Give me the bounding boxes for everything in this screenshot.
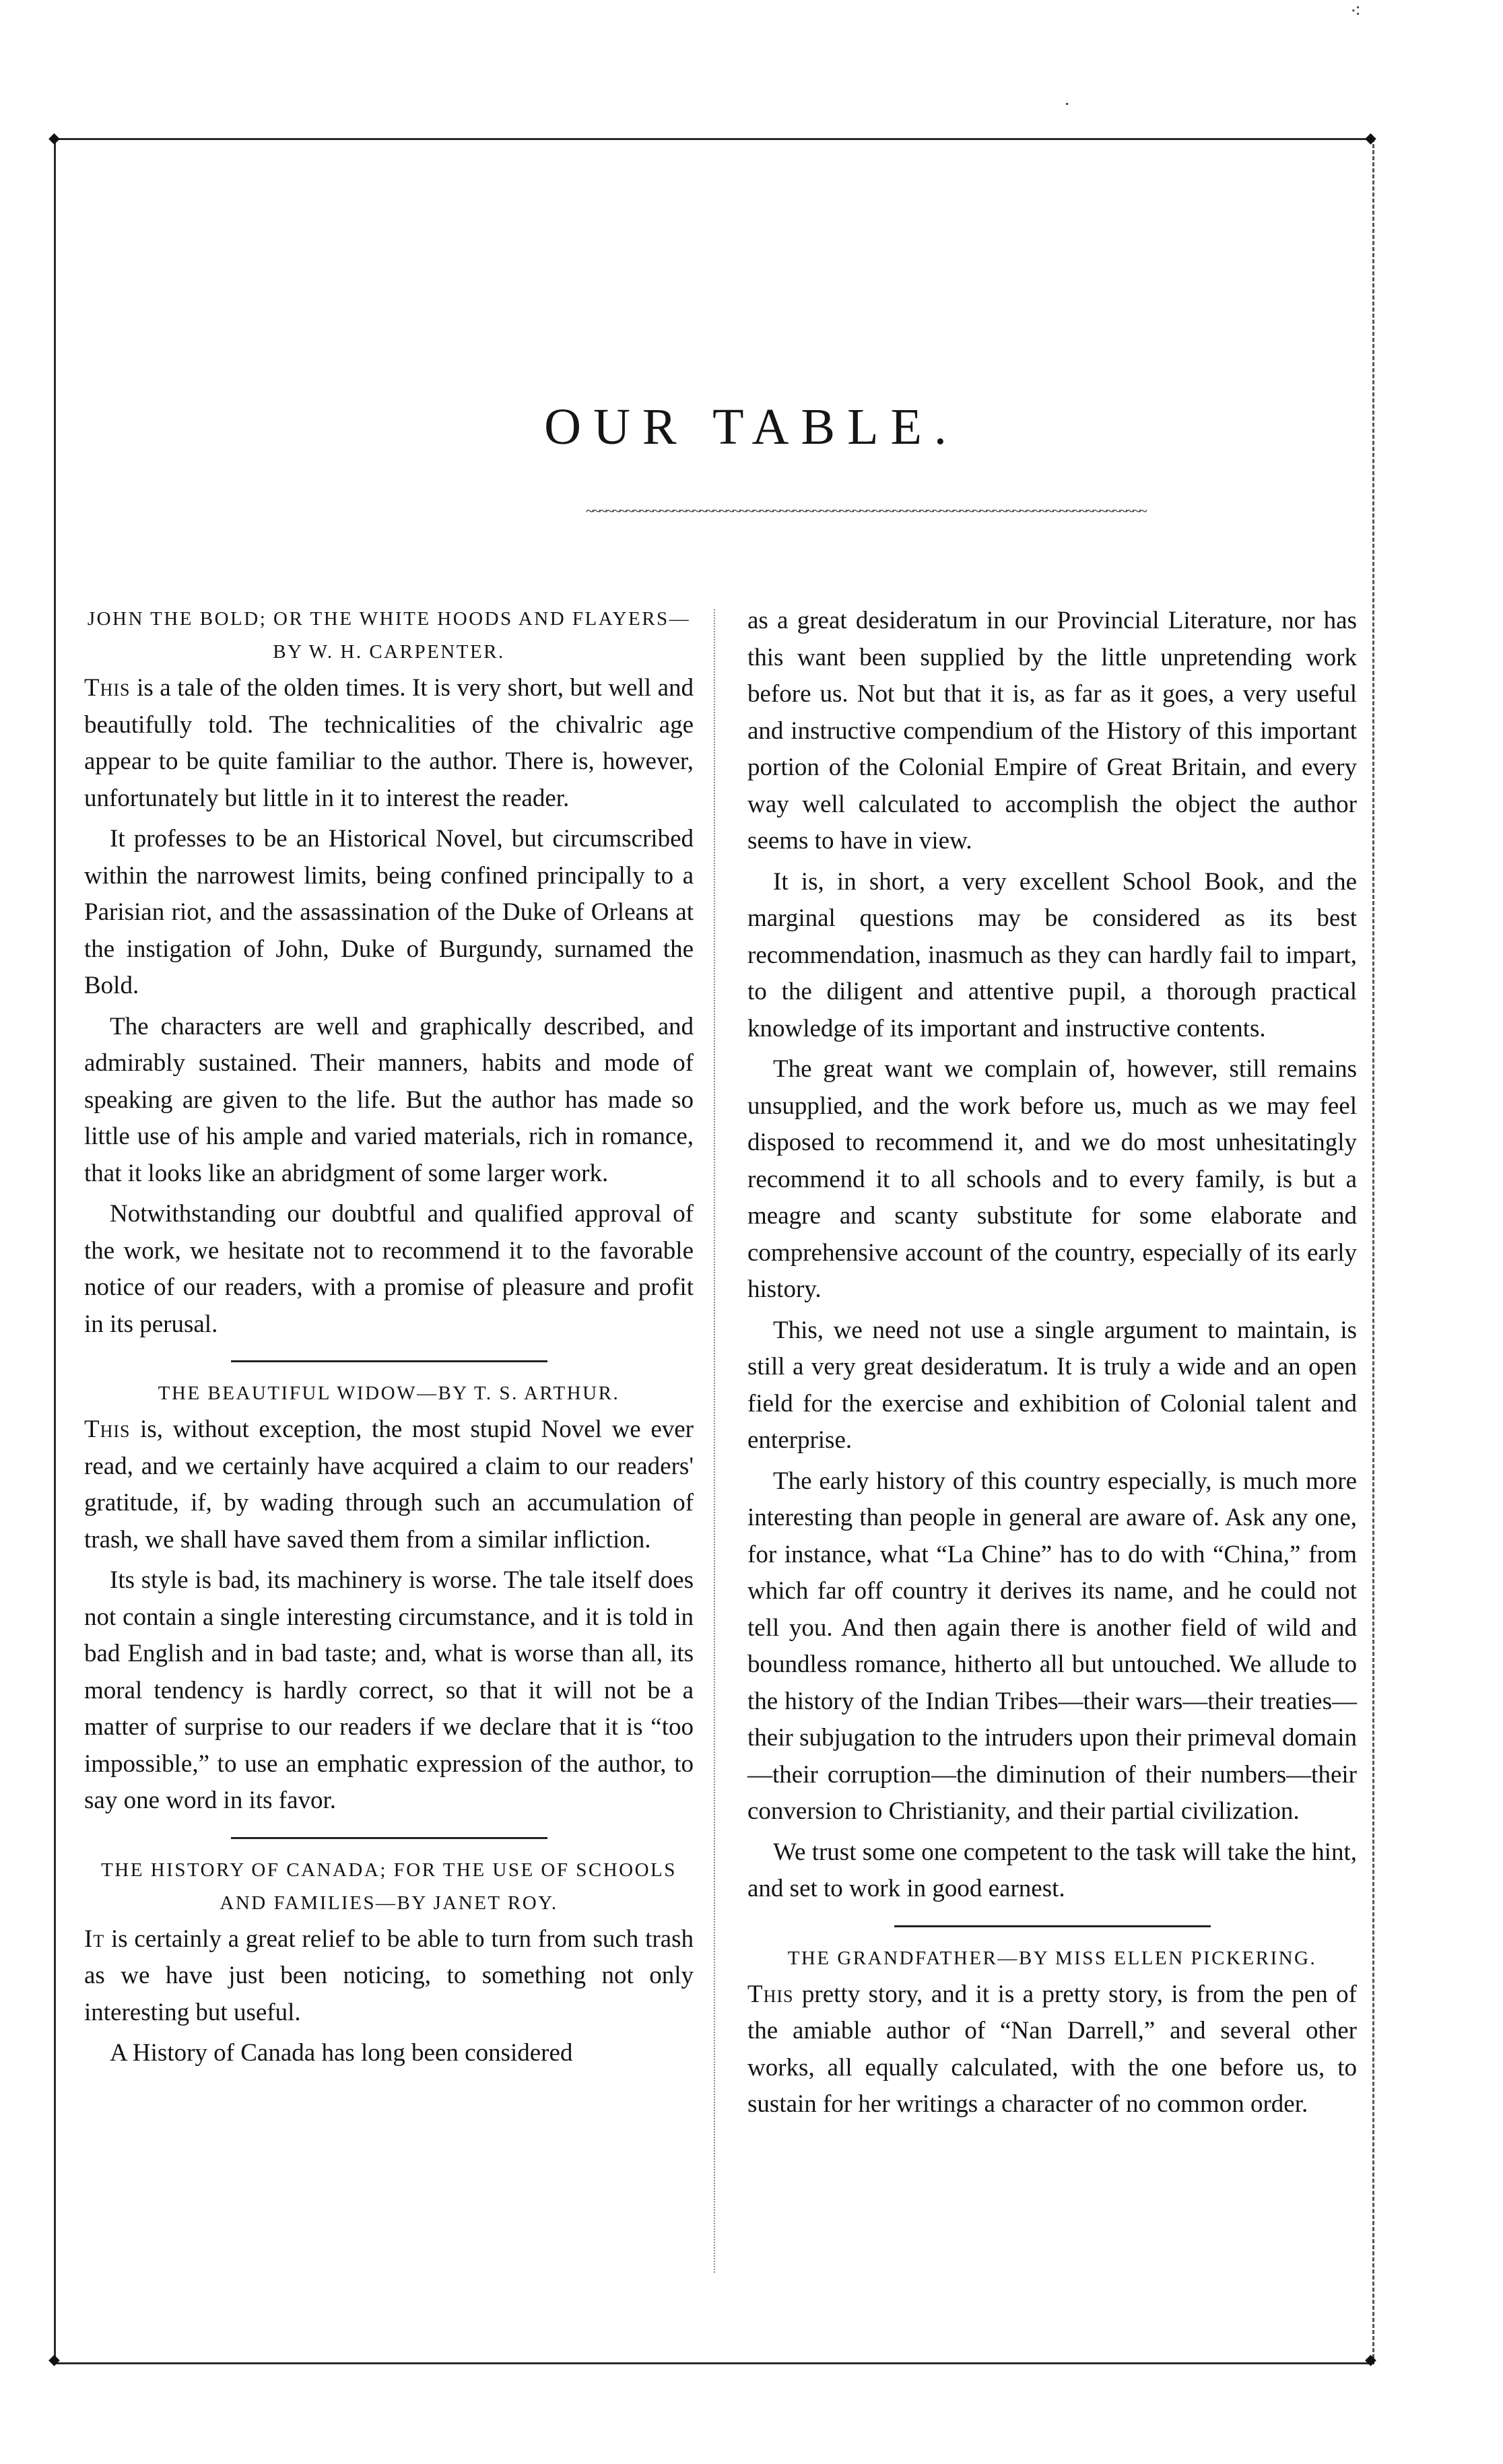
review-beautiful-widow <box>84 1377 694 1820</box>
review-heading: THE BEAUTIFUL WIDOW—BY T. S. ARTHUR. <box>158 1383 620 1404</box>
review-paragraph <box>84 1411 694 1558</box>
review-paragraph: We trust some one competent to the task will take the hint, and set to work in good earnest. <box>747 1838 1357 1902</box>
page-title: OUR TABLE. <box>544 398 959 455</box>
title-ornament: ~~~~~~~~~~~~~~~~~~~~~~~~~~~~~~~~~~~~~~~~~~~~~~~~~~~~~~~~~~~~~~~~~~~~~~~~~~~~~~~~~~~~ <box>586 502 1146 519</box>
review-paragraph: as a great desideratum in our Provincial Literature, nor has this want been supplied by the little unpretending work before us. Not but that it is, as far as it goes, a very useful and instructive compendium of the History of this important portion of the Colonial Empire of Great Britain, and every way well calculated to accomplish the object the author seems to have in view. <box>747 607 1357 855</box>
corner-ornament-bottom-left: ◆ <box>48 2351 60 2368</box>
paragraph-text: pretty story, and it is a pretty story, is from the pen of the amiable author of “Nan Darrell,” and several other works, all equally calculated, with the one before us, to sustain for her writings a character of no common order. <box>747 1980 1357 2118</box>
corner-ornament-top-right: ◆ <box>1365 129 1376 146</box>
review-history-of-canada <box>84 1854 694 2072</box>
paragraph-text: is certainly a great relief to be able to turn from such trash as we have just been noticing, to something not only interesting but useful. <box>84 1925 694 2026</box>
review-paragraph <box>84 670 694 817</box>
print-speck: ⁖ <box>1350 1 1362 22</box>
review-paragraph: It professes to be an Historical Novel, but circumscribed within the narrowest limits, being confined principally to a Parisian riot, and the assassination of the Duke of Orleans at the instigation of John, Duke of Burgundy, surnamed the Bold. <box>84 825 694 999</box>
section-rule <box>231 1837 547 1839</box>
review-paragraph: The great want we complain of, however, still remains unsupplied, and the work before us, much as we may feel disposed to recommend it, and we do most unhesitatingly recommend it to all schools and to every family, is but a meagre and scanty substitute for some elaborate and comprehensive account of the country, especially of its early history. <box>747 1055 1357 1303</box>
lead-word: This <box>84 674 131 702</box>
corner-ornament-top-left: ◆ <box>48 129 60 146</box>
corner-ornament-bottom-right: ◆ <box>1365 2351 1376 2368</box>
review-paragraph: Notwithstanding our doubtful and qualified approval of the work, we hesitate not to recommend it to the favorable notice of our readers, with a promise of pleasure and profit in its perusal. <box>84 1200 694 1338</box>
review-paragraph: Its style is bad, its machinery is worse. The tale itself does not contain a single interesting circumstance, and it is told in bad English and in bad taste; and, what is worse than all, its moral tendency is hardly correct, so that it will not be a matter of surprise to our readers if we declare that it is “too impossible,” to use an emphatic expression of the author, to say one word in its favor. <box>84 1566 694 1814</box>
paragraph-text: is, without exception, the most stupid Novel we ever read, and we certainly have acquired a claim to our readers' gratitude, if, by wading through such an accumulation of trash, we shall have saved them from a similar infliction. <box>84 1416 694 1554</box>
review-paragraph: It is, in short, a very excellent School Book, and the marginal questions may be considered as its best recommendation, inasmuch as they can hardly fail to impart, to the diligent and attentive pupil, a thorough practical knowledge of its important and instructive contents. <box>747 867 1357 1042</box>
left-column <box>84 603 694 2076</box>
paragraph-text: is a tale of the olden times. It is very short, but well and beautifully told. The technicalities of the chivalric age appear to be quite familiar to the author. There is, however, unfortunately but little in it to interest the reader. <box>84 674 694 812</box>
right-column <box>747 603 1357 2127</box>
review-paragraph: A History of Canada has long been considered <box>110 2039 573 2067</box>
review-paragraph <box>747 1976 1357 2123</box>
review-history-of-canada-continued <box>747 603 1357 1908</box>
column-divider <box>714 609 715 2273</box>
print-speck: · <box>1064 94 1071 115</box>
review-paragraph: The early history of this country especially, is much more interesting than people in general are aware of. Ask any one, for instance, what “La Chine” has to do with “China,” from which far off country it derives its name, and he could not tell you. And then again there is another field of wild and boundless romance, hitherto all but untouched. We allude to the history of the Indian Tribes—their wars—their treaties—their subjugation to the intruders upon their primeval domain—their corruption—the diminution of their numbers—their conversion to Christianity, and their partial civilization. <box>747 1467 1357 1825</box>
section-rule <box>894 1925 1211 1927</box>
review-the-grandfather <box>747 1942 1357 2123</box>
section-rule <box>231 1360 547 1362</box>
review-paragraph: The characters are well and graphically described, and admirably sustained. Their manners, habits and mode of speaking are given to the life. But the author has made so little use of his ample and varied materials, rich in romance, that it looks like an abridgment of some larger work. <box>84 1012 694 1187</box>
review-paragraph: This, we need not use a single argument to maintain, is still a very great desideratum. It is truly a wide and an open field for the exercise and exhibition of Colonial talent and enterprise. <box>747 1316 1357 1454</box>
review-heading: THE GRANDFATHER—BY MISS ELLEN PICKERING. <box>787 1947 1317 1969</box>
review-heading: THE HISTORY OF CANADA; FOR THE USE OF SCHOOLS AND FAMILIES—BY JANET ROY. <box>101 1859 677 1914</box>
lead-word: This <box>84 1416 131 1443</box>
lead-word: This <box>747 1980 794 2008</box>
review-paragraph <box>84 1921 694 2032</box>
review-john-the-bold <box>84 603 694 1343</box>
review-heading: JOHN THE BOLD; OR THE WHITE HOODS AND FLAYERS—BY W. H. CARPENTER. <box>87 608 691 663</box>
lead-word: It <box>84 1925 105 1953</box>
